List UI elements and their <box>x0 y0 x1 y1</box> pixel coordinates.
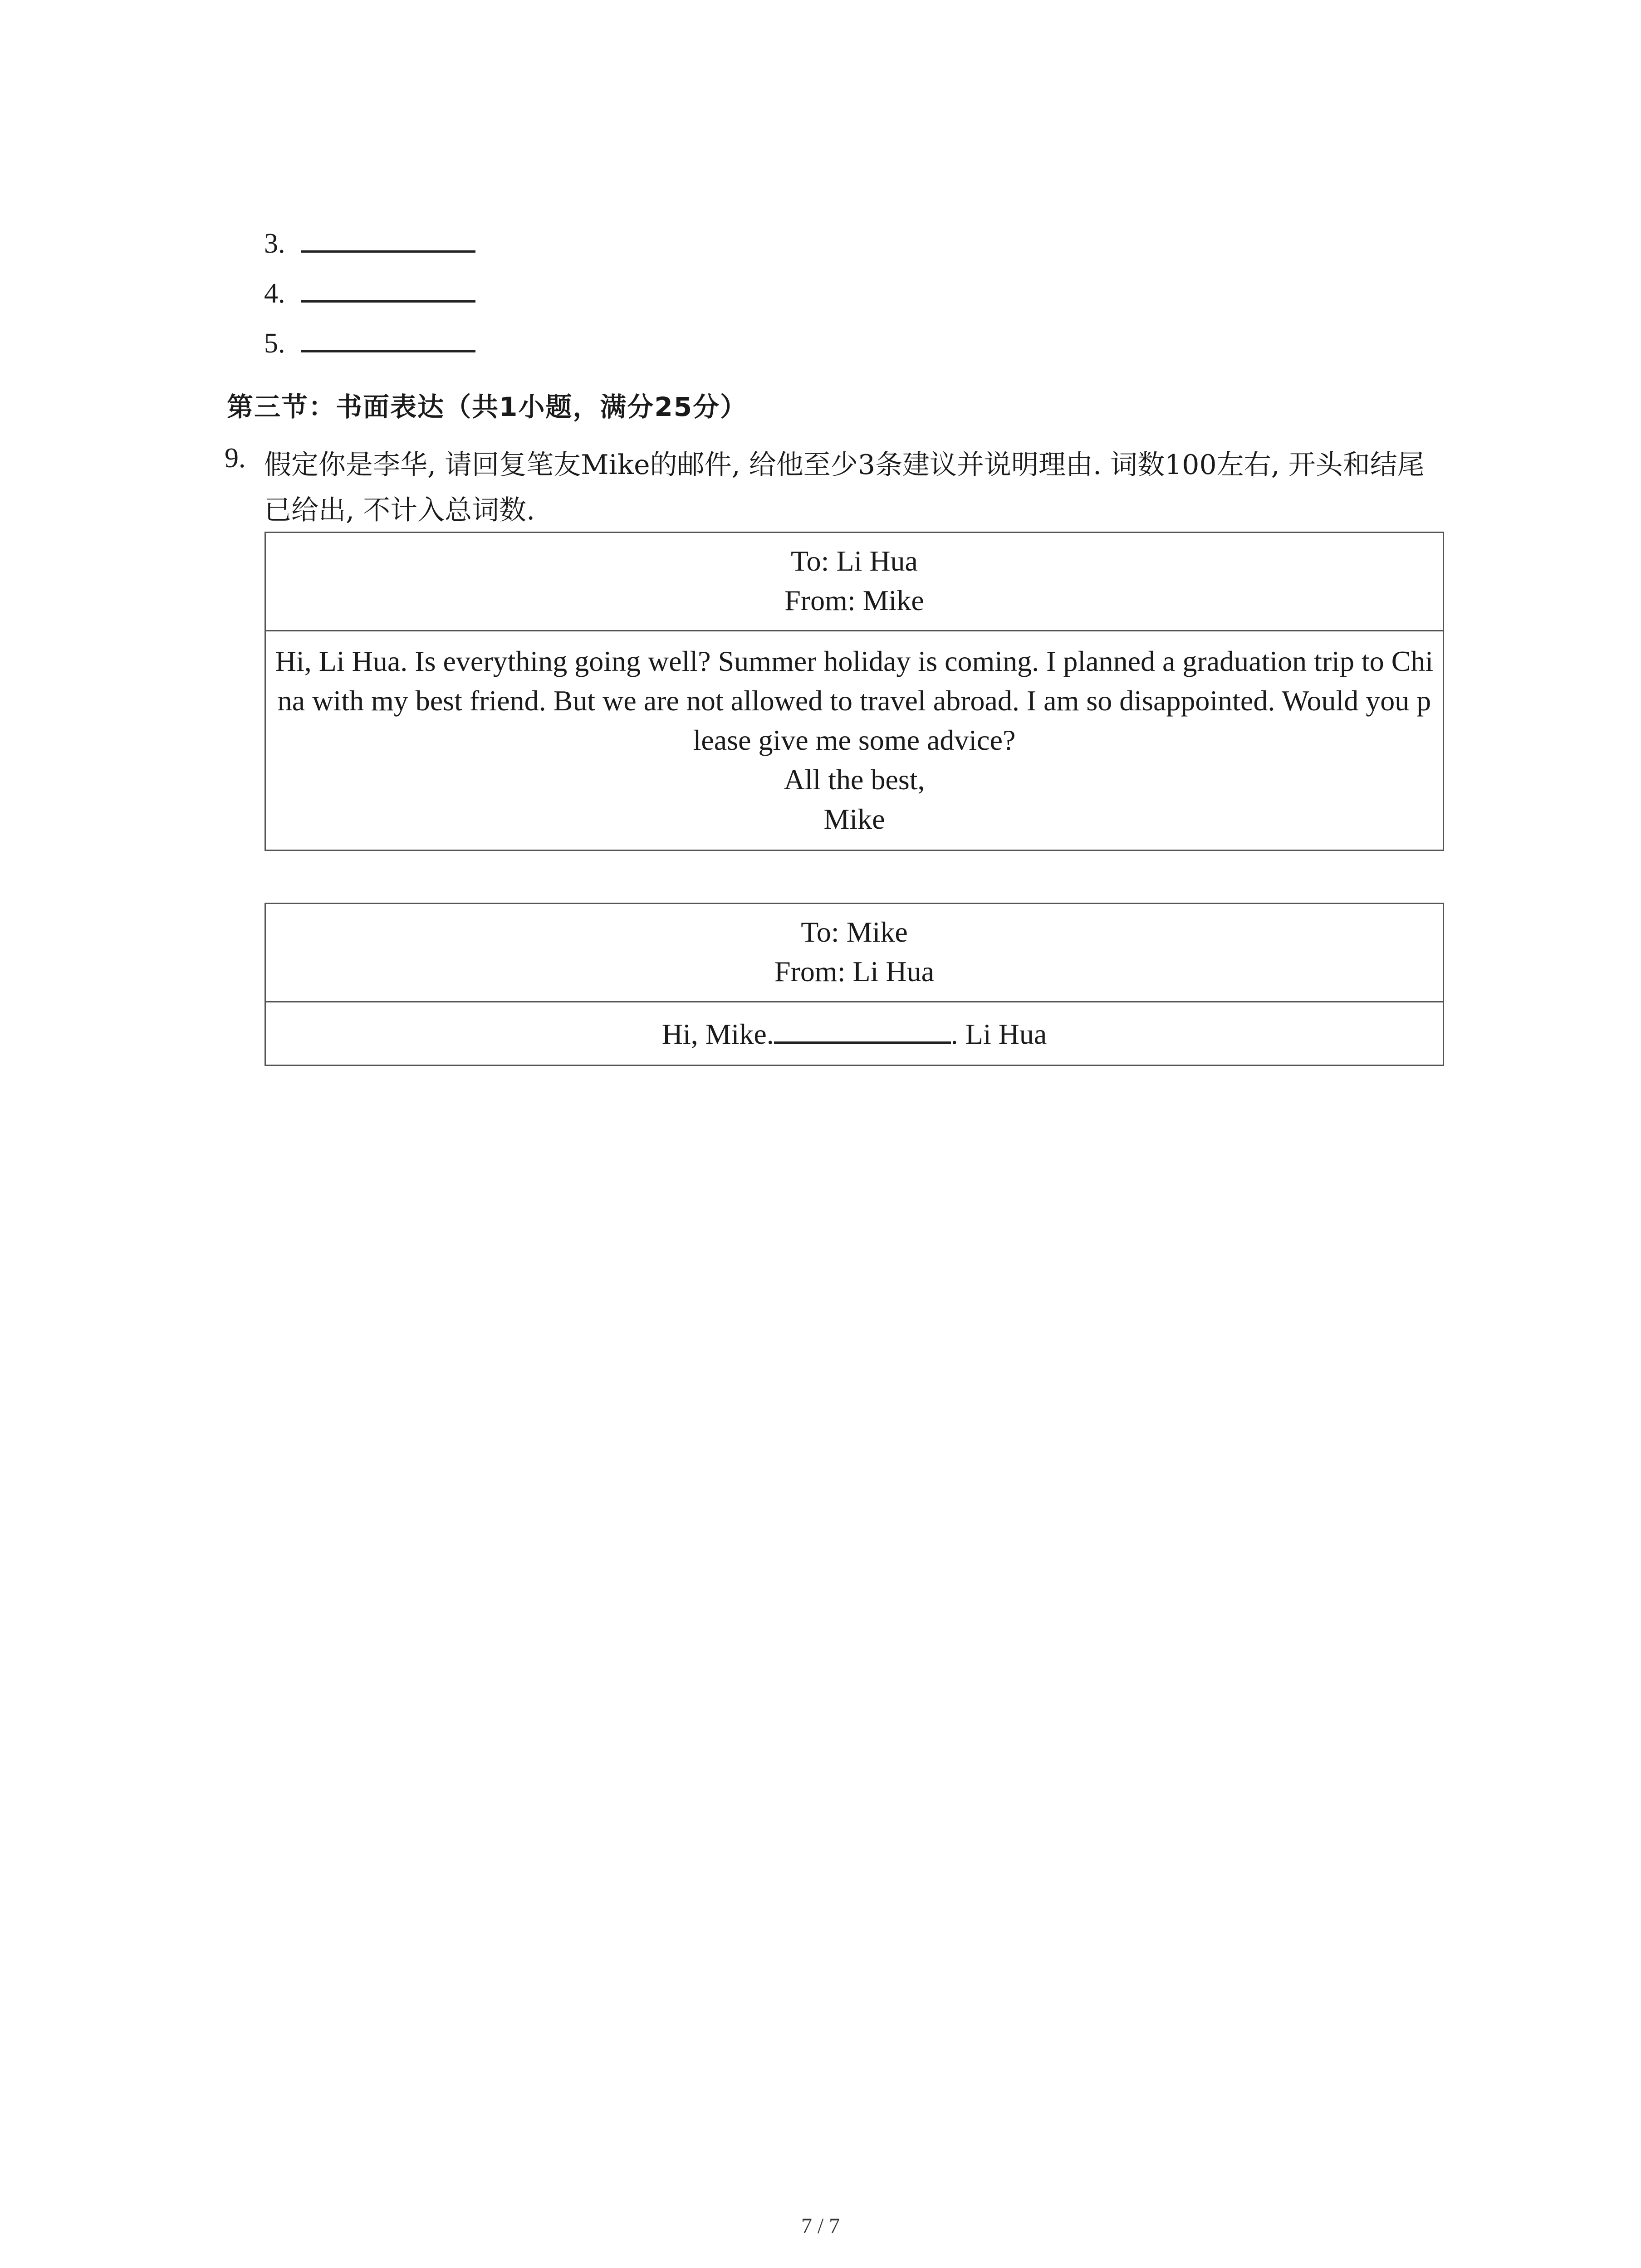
reply-ending: . Li Hua <box>950 1018 1047 1050</box>
question-text: 假定你是李华, 请回复笔友Mike的邮件, 给他至少3条建议并说明理由. 词数100左右, 开头和结尾已给出, 不计入总词数. <box>264 449 1425 526</box>
question-number: 9. <box>225 443 246 474</box>
blank-number: 3. <box>264 228 285 259</box>
email-body <box>266 631 1443 850</box>
reply-email-body <box>266 1002 1443 1065</box>
answer-blank-5 <box>264 322 475 362</box>
reply-email-box <box>265 903 1444 1066</box>
received-email-box <box>265 532 1444 851</box>
email-to: To: Mike <box>801 916 908 948</box>
email-from: From: Li Hua <box>774 955 934 987</box>
email-body-text: Hi, Li Hua. Is everything going well? Summer holiday is coming. I planned a graduation trip to China with my best friend. But we are not allowed to travel abroad. I am so disappointed. Would you please give me some advice? <box>275 645 1434 756</box>
answer-line[interactable] <box>301 222 475 253</box>
email-signature: Mike <box>823 803 885 835</box>
email-from: From: Mike <box>784 584 924 616</box>
email-header <box>266 904 1443 1002</box>
answer-blank-4 <box>264 272 475 312</box>
answer-line[interactable] <box>301 272 475 303</box>
email-closing: All the best, <box>784 763 925 796</box>
reply-greeting: Hi, Mike. <box>661 1018 774 1050</box>
section-title: 第三节：书面表达（共1小题，满分25分） <box>227 391 748 422</box>
answer-line[interactable] <box>301 322 475 352</box>
reply-answer-line[interactable] <box>774 1012 951 1044</box>
email-to: To: Li Hua <box>791 545 918 577</box>
blank-number: 4. <box>264 278 285 309</box>
blank-number: 5. <box>264 328 285 359</box>
email-header <box>266 533 1443 631</box>
page-number: 7 / 7 <box>801 2214 840 2238</box>
answer-blank-3 <box>264 222 475 262</box>
